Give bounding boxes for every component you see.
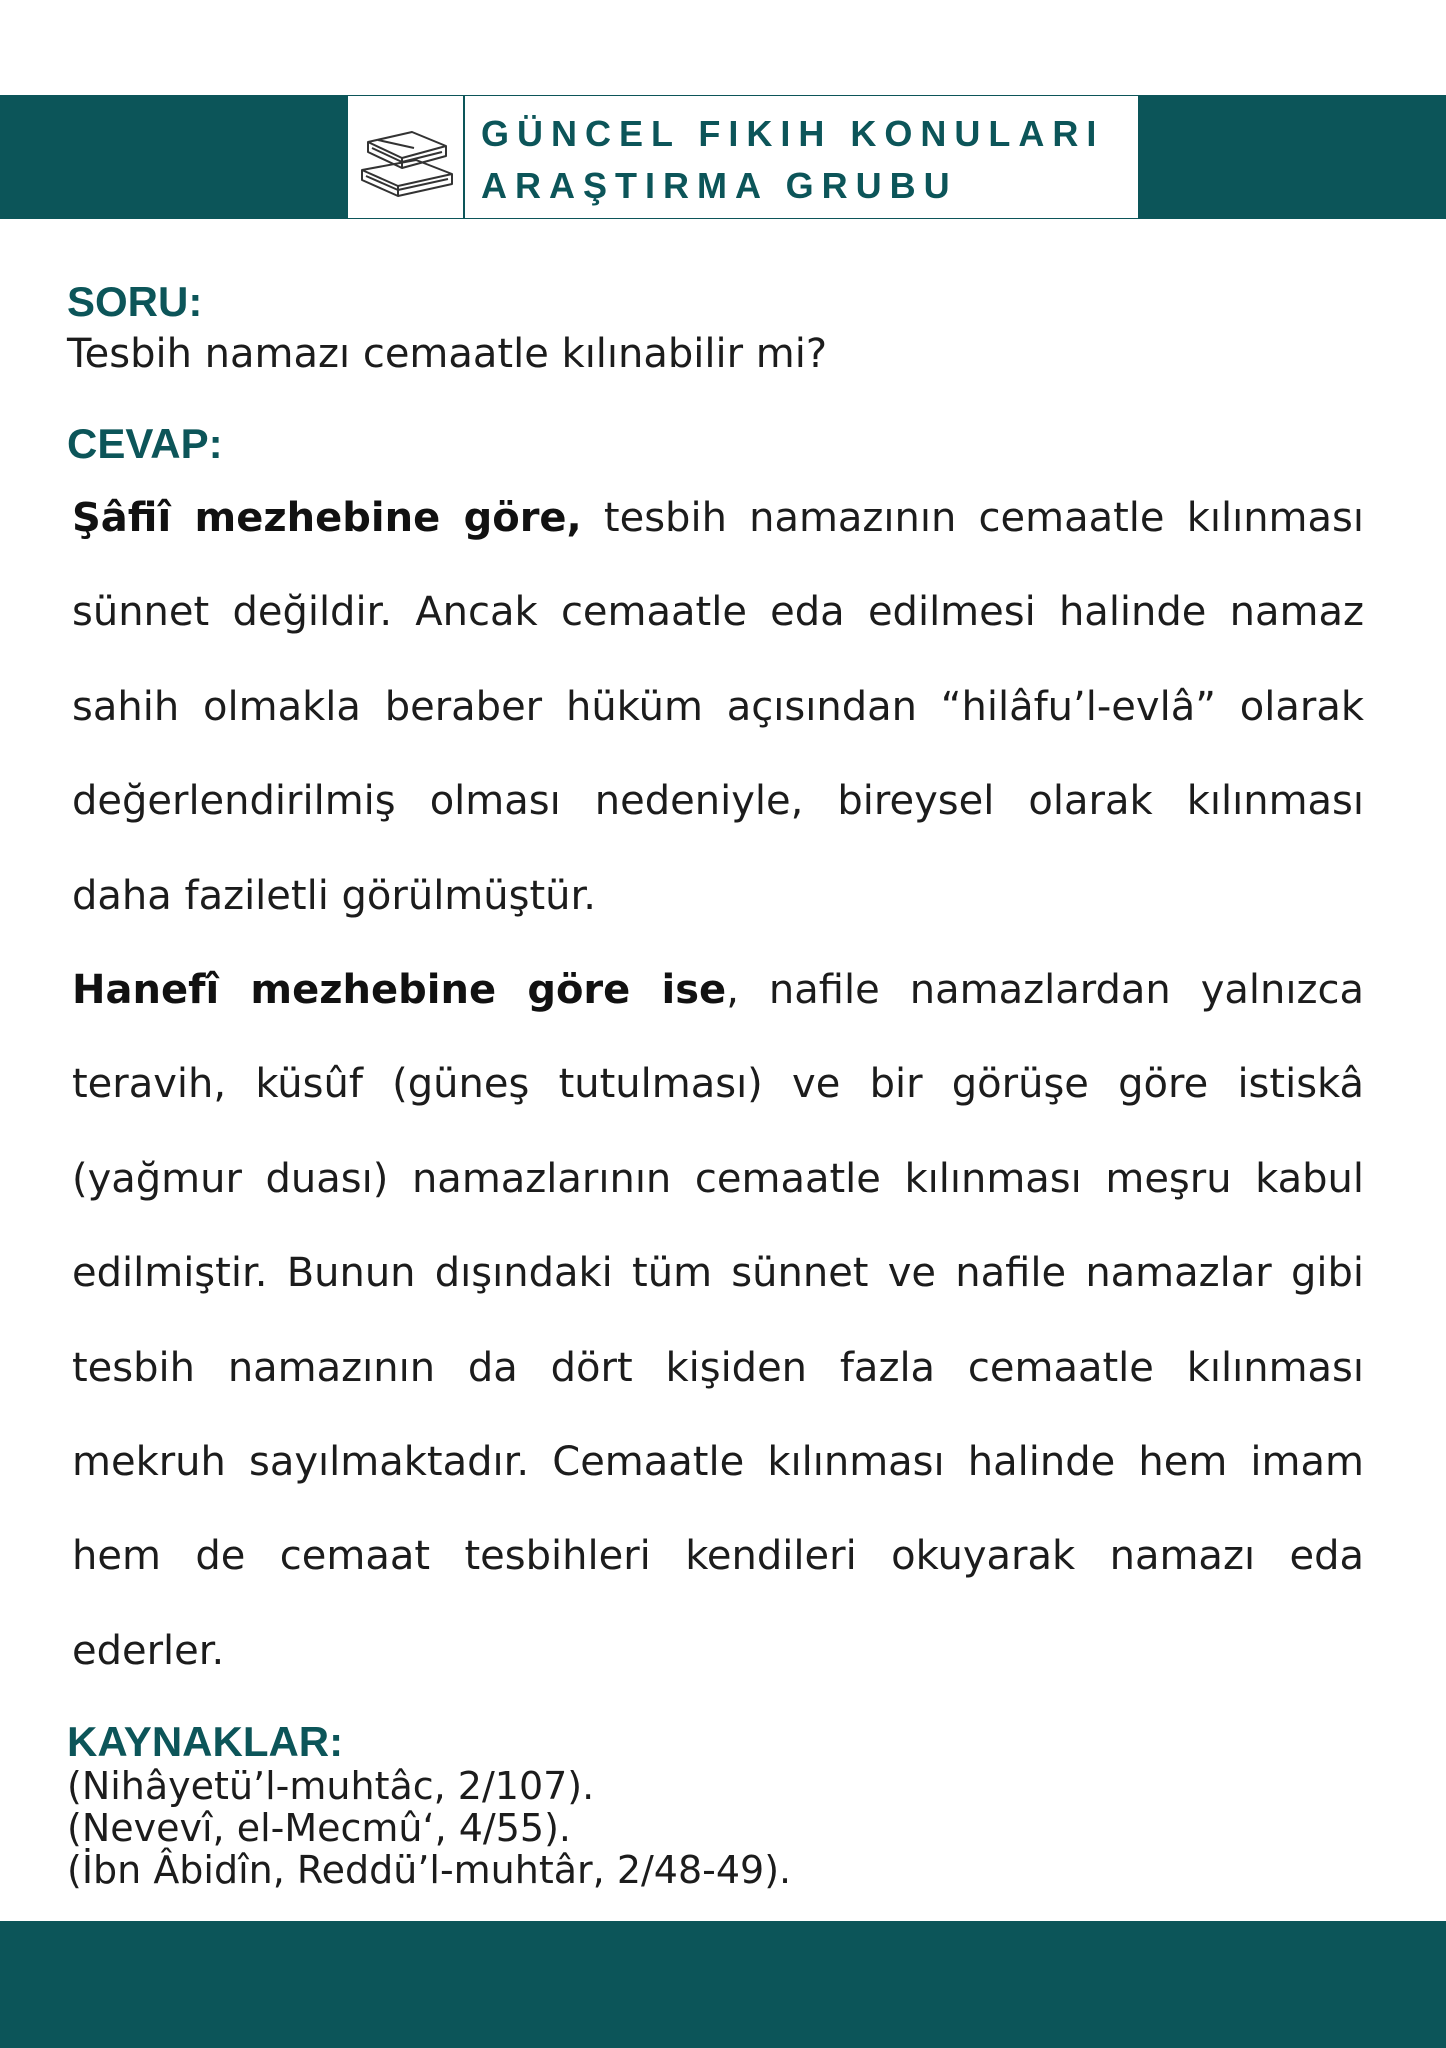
source-item: (İbn Âbidîn, Reddü’l-muhtâr, 2/48-49). (67, 1848, 792, 1892)
source-item: (Nevevî, el-Mecmû‘, 4/55). (67, 1806, 571, 1850)
hanafi-text: , nafile namazlardan yalnızca teravih, küsûf (güneş tutulması) ve bir görüşe göre istiskâ (yağmur duası) namazlarının cemaatle kılınması meşru kabul edilmiştir. Bunun dışındaki tüm sünnet ve nafile namazlar gibi tesbih namazının da dört kişiden fazla cemaatle kılınması mekruh sayılmaktadır. Cemaatle kılınması halinde hem imam hem de cemaat tesbihleri kendileri okuyarak namazı eda ederler. (72, 967, 1364, 1674)
question-text: Tesbih namazı cemaatle kılınabilir mi? (67, 331, 828, 377)
footer-band (0, 1921, 1446, 2048)
answer-paragraph-shafii (72, 471, 1364, 943)
books-icon (354, 118, 458, 198)
answer-label: CEVAP: (67, 420, 223, 467)
sources-list (67, 1765, 791, 1891)
answer-body (72, 471, 1364, 1698)
sources-label: KAYNAKLAR: (67, 1718, 344, 1765)
shafii-text: tesbih namazının cemaatle kılınması sünnet değildir. Ancak cemaatle eda edilmesi halinde namaz sahih olmakla beraber hüküm açısından “hilâfu’l-evlâ” olarak değerlendirilmiş olması nedeniyle, bireysel olarak kılınması daha faziletli görülmüştür. (72, 495, 1364, 919)
source-item: (Nihâyetü’l-muhtâc, 2/107). (67, 1764, 595, 1808)
header-logo-box (347, 95, 1139, 219)
group-title (481, 108, 1104, 212)
group-title-line1: GÜNCEL FIKIH KONULARI (481, 113, 1105, 154)
question-label: SORU: (67, 278, 203, 325)
group-title-line2: ARAŞTIRMA GRUBU (481, 165, 958, 206)
hanafi-heading: Hanefî mezhebine göre ise (72, 967, 727, 1014)
shafii-heading: Şâfiî mezhebine göre, (72, 495, 582, 541)
answer-paragraph-hanafi (72, 943, 1364, 1698)
header-divider (463, 96, 465, 218)
